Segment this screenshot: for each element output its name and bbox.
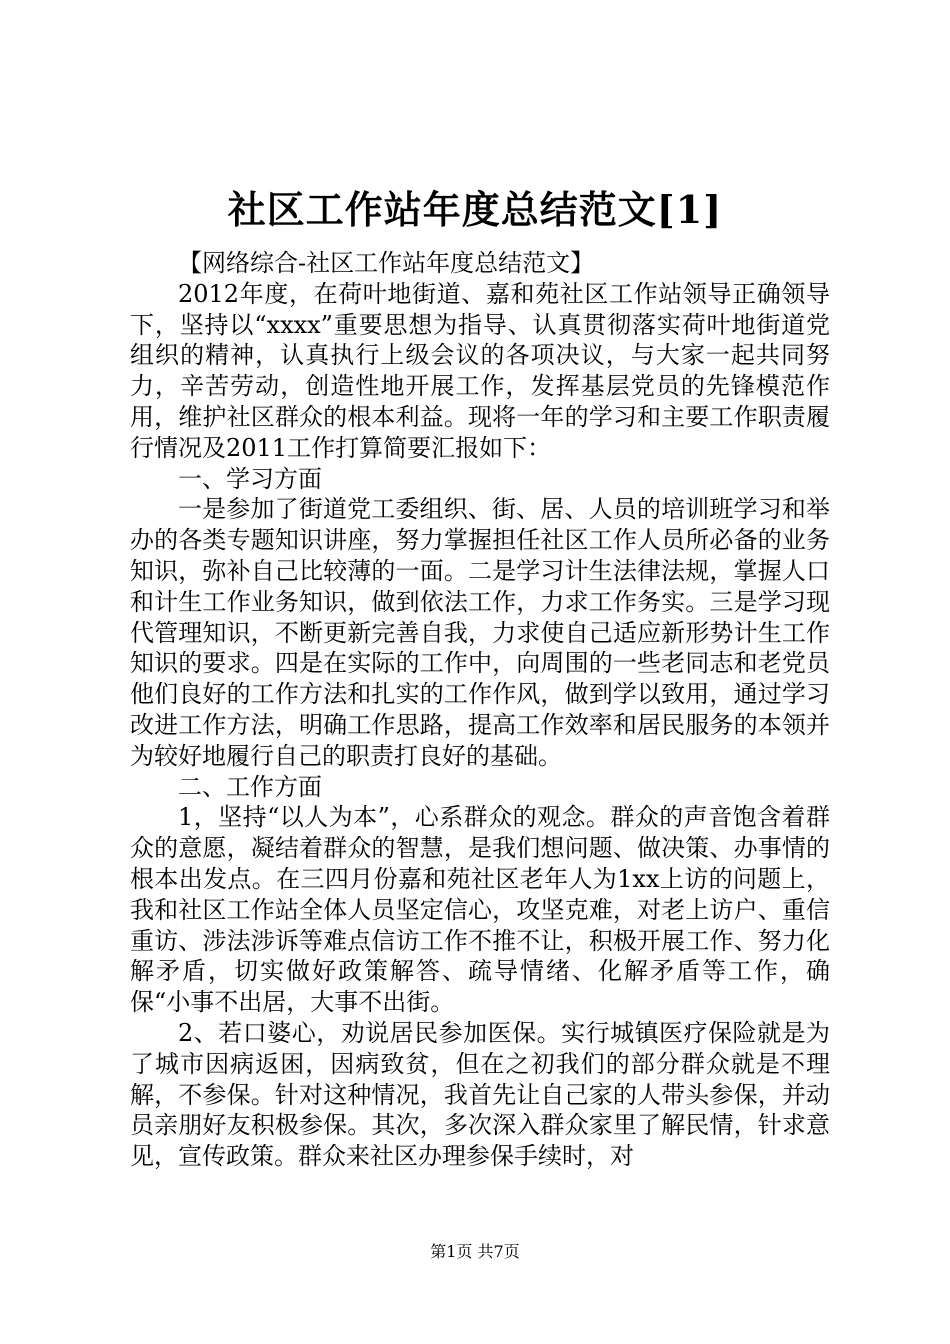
section-heading-work: 二、工作方面 (178, 772, 322, 801)
source-note: 【网络综合-社区工作站年度总结范文】 (178, 249, 595, 277)
study-paragraph: 一是参加了街道党工委组织、街、居、人员的培训班学习和举办的各类专题知识讲座，努力掌握担任社区工作人员所必备的业务知识，弥补自己比较薄的一面。二是学习计生法律法规，掌握人口和计生工作业务知识，做到依法工作，力求工作务实。三是学习现代管理知识，不断更新完善自我，力求使自己适应新形势计生工作知识的要求。四是在实际的工作中，向周围的一些老同志和老党员他们良好的工作方法和扎实的工作作风，做到学以致用，通过学习改进工作方法，明确工作思路，提高工作效率和居民服务的本领并为较好地履行自己的职责打良好的基础。 (130, 495, 830, 770)
document-title: 社区工作站年度总结范文[1] (227, 187, 723, 232)
work-paragraph-2: 2、若口婆心，劝说居民参加医保。实行城镇医疗保险就是为了城市因病返困，因病致贫，但在之初我们的部分群众就是不理解，不参保。针对这种情况，我首先让自己家的人带头参保，并动员亲朋好友积极参保。其次，多次深入群众家里了解民情，针求意见，宣传政策。群众来社区办理参保手续时，对 (130, 1018, 830, 1171)
document-body (130, 248, 830, 1172)
section-heading-study: 一、学习方面 (178, 464, 322, 493)
page-number: 第1页 共7页 (430, 1242, 520, 1261)
intro-paragraph: 2012年度，在荷叶地街道、嘉和苑社区工作站领导正确领导下，坚持以“xxxx”重要思想为指导、认真贯彻落实荷叶地街道党组织的精神，认真执行上级会议的各项决议，与大家一起共同努力，辛苦劳动，创造性地开展工作，发挥基层党员的先锋模范作用，维护社区群众的根本利益。现将一年的学习和主要工作职责履行情况及2011工作打算简要汇报如下： (130, 279, 830, 462)
work-paragraph-1: 1，坚持“以人为本”，心系群众的观念。群众的声音饱含着群众的意愿，凝结着群众的智慧，是我们想问题、做决策、办事情的根本出发点。在三四月份嘉和苑社区老年人为1xx上访的问题上，我和社区工作站全体人员坚定信心，攻坚克难，对老上访户、重信重访、涉法涉诉等难点信访工作不推不让，积极开展工作、努力化解矛盾，切实做好政策解答、疏导情绪、化解矛盾等工作，确保“小事不出居，大事不出街。 (130, 803, 830, 1017)
